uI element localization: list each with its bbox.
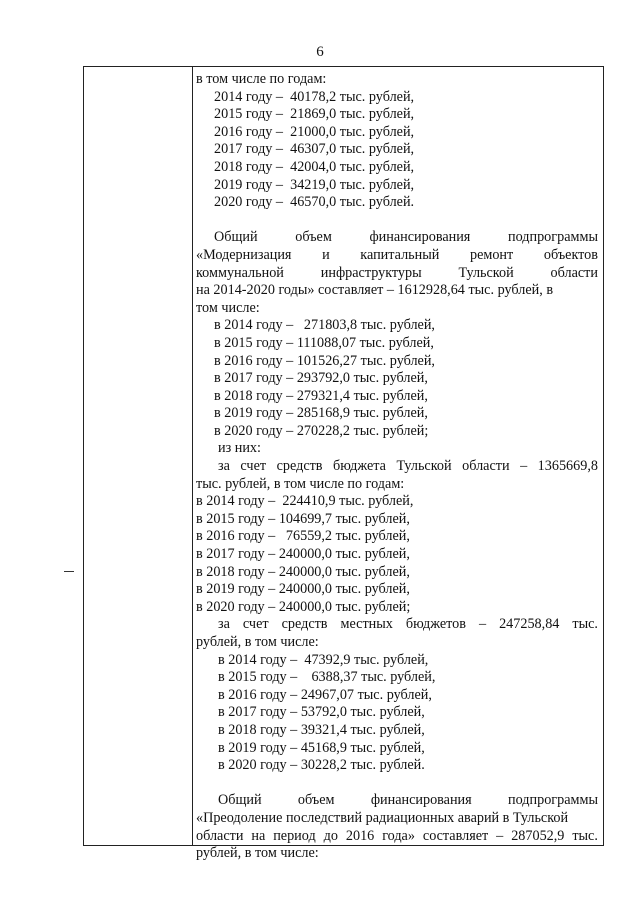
- list-item: 2017 году – 46307,0 тыс. рублей,: [214, 141, 415, 158]
- paragraph-line: «Модернизация и капитальный ремонт объектов: [196, 246, 598, 263]
- list-item: в 2014 году – 271803,8 тыс. рублей,: [214, 317, 435, 334]
- paragraph-line: Общий объем финансирования подпрограммы: [218, 792, 598, 809]
- iz-nikh-label: из них:: [218, 440, 261, 457]
- paragraph-line: рублей, в том числе:: [196, 845, 319, 862]
- paragraph-line: за счет средств бюджета Тульской области – 1365669,8: [218, 458, 598, 475]
- list-item: в 2015 году – 104699,7 тыс. рублей,: [196, 510, 410, 527]
- list-item: в 2016 году – 24967,07 тыс. рублей,: [218, 686, 432, 703]
- year-list-local: [196, 652, 598, 775]
- list-item: в 2015 году – 6388,37 тыс. рублей,: [218, 669, 436, 686]
- paragraph-line: за счет средств местных бюджетов – 247258,84 тыс.: [218, 616, 598, 633]
- list-item: в 2015 году – 111088,07 тыс. рублей,: [214, 334, 434, 351]
- list-item: в 2018 году – 279321,4 тыс. рублей,: [214, 387, 428, 404]
- paragraph-line: Общий объем финансирования подпрограммы: [214, 229, 598, 246]
- heading-by-years: в том числе по годам:: [196, 71, 327, 87]
- list-item: в 2020 году – 240000,0 тыс. рублей;: [196, 598, 411, 615]
- paragraph-line: на 2014-2020 годы» составляет – 1612928,64 тыс. рублей, в: [196, 282, 554, 299]
- paragraph-line: коммунальной инфраструктуры Тульской области: [196, 264, 598, 281]
- margin-dash-mark: [64, 571, 74, 572]
- list-item: в 2016 году – 101526,27 тыс. рублей,: [214, 352, 435, 369]
- list-item: в 2018 году – 240000,0 тыс. рублей,: [196, 563, 410, 580]
- list-item: в 2017 году – 240000,0 тыс. рублей,: [196, 546, 410, 563]
- paragraph-line: том числе:: [196, 299, 260, 316]
- list-item: 2020 году – 46570,0 тыс. рублей.: [214, 194, 415, 211]
- list-item: в 2016 году – 76559,2 тыс. рублей,: [196, 528, 410, 545]
- paragraph-line: тыс. рублей, в том числе по годам:: [196, 475, 405, 492]
- year-list-2: [196, 317, 598, 440]
- list-item: 2018 году – 42004,0 тыс. рублей,: [214, 158, 415, 175]
- paragraph-line: области на период до 2016 года» составляет – 287052,9 тыс.: [196, 827, 598, 844]
- list-item: 2014 году – 40178,2 тыс. рублей,: [214, 88, 415, 105]
- list-item: в 2019 году – 285168,9 тыс. рублей,: [214, 405, 428, 422]
- list-item: 2019 году – 34219,0 тыс. рублей,: [214, 176, 415, 193]
- list-item: в 2020 году – 270228,2 тыс. рублей;: [214, 422, 429, 439]
- list-item: в 2017 году – 53792,0 тыс. рублей,: [218, 704, 425, 721]
- paragraph-line: «Преодоление последствий радиационных аварий в Тульской: [196, 809, 569, 826]
- list-item: в 2017 году – 293792,0 тыс. рублей,: [214, 370, 428, 387]
- list-item: в 2020 году – 30228,2 тыс. рублей.: [218, 757, 425, 774]
- year-list-regional: [196, 493, 598, 616]
- list-item: в 2019 году – 240000,0 тыс. рублей,: [196, 581, 410, 598]
- list-item: в 2014 году – 224410,9 тыс. рублей,: [196, 493, 414, 510]
- list-item: в 2014 году – 47392,9 тыс. рублей,: [218, 651, 429, 668]
- list-item: 2016 году – 21000,0 тыс. рублей,: [214, 123, 415, 140]
- column-divider: [192, 66, 193, 846]
- table-right-cell: [196, 71, 598, 863]
- list-item: в 2018 году – 39321,4 тыс. рублей,: [218, 721, 425, 738]
- paragraph-line: рублей, в том числе:: [196, 634, 319, 650]
- page-number: 6: [316, 44, 324, 60]
- list-item: в 2019 году – 45168,9 тыс. рублей,: [218, 739, 425, 756]
- year-list-1: [196, 89, 598, 212]
- list-item: 2015 году – 21869,0 тыс. рублей,: [214, 106, 415, 123]
